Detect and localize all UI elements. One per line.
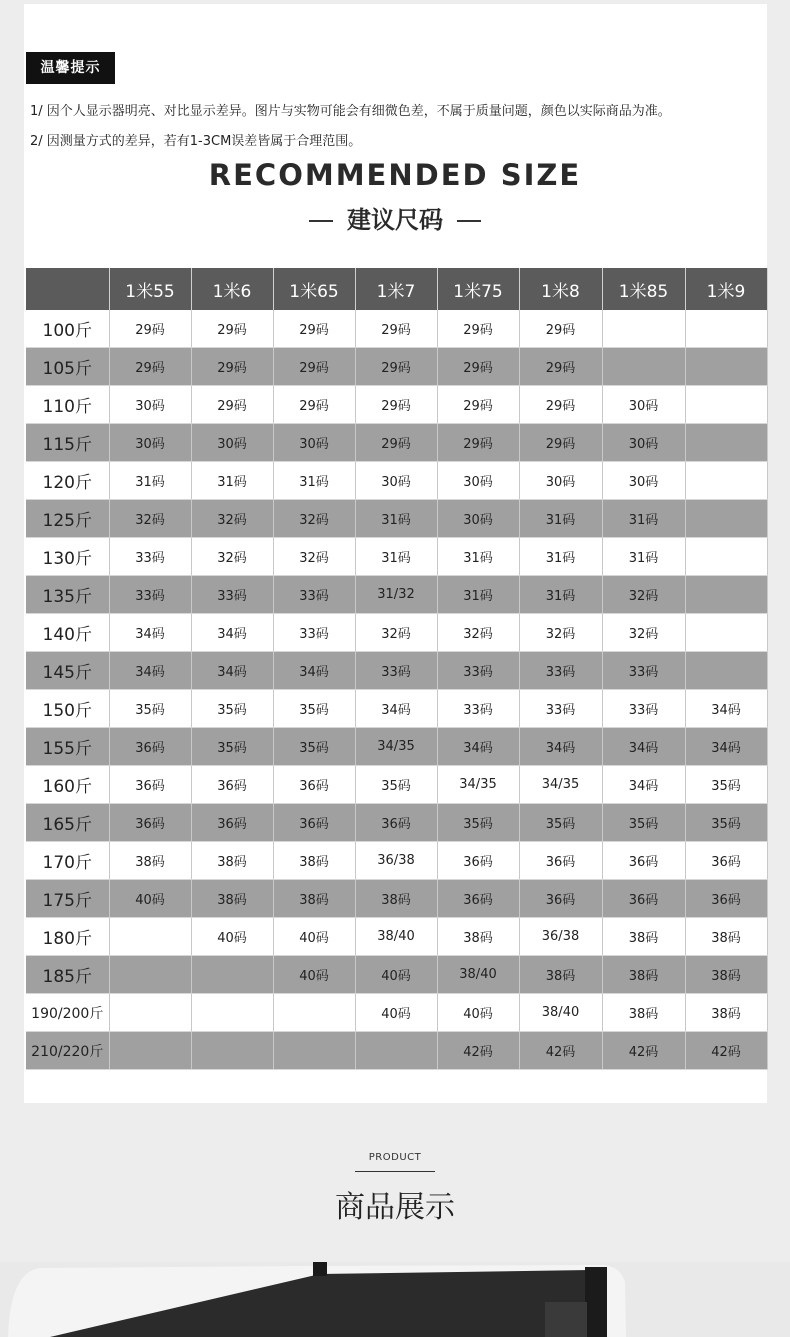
- size-cell: [109, 956, 191, 994]
- table-row: [26, 842, 767, 880]
- size-cell: 36码: [191, 804, 273, 842]
- size-cell: 30码: [273, 424, 355, 462]
- size-cell: 34码: [437, 728, 519, 766]
- table-row: [26, 804, 767, 842]
- subtitle-text: 建议尺码: [347, 206, 443, 234]
- recommended-size-subtitle: [0, 200, 790, 235]
- size-cell: 34码: [602, 766, 685, 804]
- size-cell: 30码: [437, 500, 519, 538]
- table-row: [26, 918, 767, 956]
- size-cell: 30码: [602, 462, 685, 500]
- row-weight-label: 110斤: [26, 386, 109, 424]
- size-cell: 35码: [602, 804, 685, 842]
- table-row: [26, 994, 767, 1032]
- size-cell: 34码: [109, 614, 191, 652]
- size-cell: [602, 348, 685, 386]
- size-cell: 31码: [519, 500, 602, 538]
- size-cell: 38码: [273, 842, 355, 880]
- size-cell: 29码: [437, 424, 519, 462]
- size-cell: 36码: [109, 766, 191, 804]
- size-cell: 35码: [519, 804, 602, 842]
- size-cell: 30码: [109, 424, 191, 462]
- size-cell: [685, 614, 767, 652]
- size-cell: 32码: [355, 614, 437, 652]
- size-cell: 36/38: [519, 918, 602, 956]
- size-cell: 33码: [273, 576, 355, 614]
- header-corner: [26, 268, 109, 310]
- size-cell: 38码: [602, 994, 685, 1032]
- size-cell: 29码: [355, 424, 437, 462]
- size-cell: 35码: [109, 690, 191, 728]
- table-row: [26, 386, 767, 424]
- size-cell: 40码: [109, 880, 191, 918]
- size-cell: 30码: [109, 386, 191, 424]
- size-cell: [602, 310, 685, 348]
- size-cell: 36码: [191, 766, 273, 804]
- size-cell: 30码: [602, 386, 685, 424]
- size-cell: 42码: [519, 1032, 602, 1070]
- size-cell: 31码: [519, 538, 602, 576]
- size-cell: 33码: [109, 576, 191, 614]
- size-cell: 33码: [519, 690, 602, 728]
- size-cell: 34/35: [437, 766, 519, 804]
- recommended-size-title: RECOMMENDED SIZE: [208, 158, 582, 192]
- table-header-row: [26, 268, 767, 310]
- size-cell: 29码: [109, 348, 191, 386]
- size-cell: [685, 500, 767, 538]
- row-weight-label: 160斤: [26, 766, 109, 804]
- size-cell: 33码: [109, 538, 191, 576]
- row-weight-label: 190/200斤: [26, 994, 109, 1032]
- size-cell: 33码: [519, 652, 602, 690]
- size-cell: 32码: [273, 538, 355, 576]
- row-weight-label: 105斤: [26, 348, 109, 386]
- size-cell: 33码: [437, 690, 519, 728]
- size-cell: 31码: [602, 538, 685, 576]
- size-cell: [685, 386, 767, 424]
- row-weight-label: 185斤: [26, 956, 109, 994]
- size-table: [26, 268, 768, 1070]
- size-cell: 31码: [273, 462, 355, 500]
- size-cell: [685, 576, 767, 614]
- size-cell: 29码: [273, 386, 355, 424]
- size-cell: 36码: [602, 842, 685, 880]
- size-cell: [273, 1032, 355, 1070]
- size-cell: 42码: [602, 1032, 685, 1070]
- size-cell: 31码: [602, 500, 685, 538]
- table-row: [26, 462, 767, 500]
- size-cell: 35码: [191, 690, 273, 728]
- note-display-difference: 1/ 因个人显示器明亮、对比显示差异。图片与实物可能会有细微色差，不属于质量问题，颜色以实际商品为准。: [30, 104, 671, 119]
- size-cell: 29码: [437, 386, 519, 424]
- size-cell: [355, 1032, 437, 1070]
- row-weight-label: 120斤: [26, 462, 109, 500]
- row-weight-label: 130斤: [26, 538, 109, 576]
- size-cell: 36码: [519, 880, 602, 918]
- size-cell: 29码: [191, 348, 273, 386]
- row-weight-label: 145斤: [26, 652, 109, 690]
- size-cell: 38码: [437, 918, 519, 956]
- row-weight-label: 150斤: [26, 690, 109, 728]
- size-cell: 34码: [602, 728, 685, 766]
- table-row: [26, 880, 767, 918]
- row-weight-label: 100斤: [26, 310, 109, 348]
- size-cell: 34码: [273, 652, 355, 690]
- product-eyebrow: PRODUCT: [368, 1152, 422, 1163]
- size-cell: 38/40: [519, 994, 602, 1032]
- size-cell: 33码: [602, 652, 685, 690]
- table-row: [26, 500, 767, 538]
- left-dash: [309, 220, 333, 222]
- size-cell: 36码: [109, 728, 191, 766]
- size-cell: 29码: [273, 310, 355, 348]
- size-cell: 36码: [355, 804, 437, 842]
- table-row: [26, 538, 767, 576]
- size-cell: 31码: [437, 576, 519, 614]
- size-cell: 36码: [602, 880, 685, 918]
- row-weight-label: 125斤: [26, 500, 109, 538]
- right-dash: [457, 220, 481, 222]
- size-cell: [685, 538, 767, 576]
- size-cell: 38码: [191, 842, 273, 880]
- table-row: [26, 652, 767, 690]
- size-cell: [685, 462, 767, 500]
- size-cell: 34码: [191, 614, 273, 652]
- size-cell: 36码: [519, 842, 602, 880]
- size-cell: 42码: [685, 1032, 767, 1070]
- size-cell: 34码: [519, 728, 602, 766]
- table-row: [26, 690, 767, 728]
- size-cell: 29码: [191, 386, 273, 424]
- size-cell: 35码: [685, 766, 767, 804]
- product-title: 商品展示: [335, 1190, 455, 1225]
- size-cell: 31码: [437, 538, 519, 576]
- size-cell: 40码: [191, 918, 273, 956]
- header-height-6: 1米8: [519, 268, 602, 310]
- size-cell: 30码: [437, 462, 519, 500]
- header-height-8: 1米9: [685, 268, 767, 310]
- size-cell: [685, 310, 767, 348]
- size-cell: 38码: [685, 956, 767, 994]
- size-cell: 31码: [519, 576, 602, 614]
- size-cell: [685, 652, 767, 690]
- row-weight-label: 175斤: [26, 880, 109, 918]
- table-row: [26, 310, 767, 348]
- size-cell: 29码: [519, 348, 602, 386]
- table-row: [26, 766, 767, 804]
- size-cell: 32码: [602, 614, 685, 652]
- size-cell: 32码: [602, 576, 685, 614]
- size-cell: [191, 956, 273, 994]
- size-cell: 34码: [109, 652, 191, 690]
- size-cell: 40码: [355, 994, 437, 1032]
- size-cell: 35码: [273, 728, 355, 766]
- size-cell: 36码: [273, 804, 355, 842]
- size-cell: 38/40: [355, 918, 437, 956]
- size-cell: [109, 994, 191, 1032]
- size-cell: 36码: [437, 842, 519, 880]
- size-cell: 38码: [602, 956, 685, 994]
- header-height-1: 1米55: [109, 268, 191, 310]
- table-row: [26, 424, 767, 462]
- size-cell: 38码: [273, 880, 355, 918]
- size-cell: 34码: [191, 652, 273, 690]
- size-cell: 30码: [355, 462, 437, 500]
- note-measurement-error: 2/ 因测量方式的差异，若有1-3CM误差皆属于合理范围。: [30, 134, 362, 149]
- size-cell: 35码: [685, 804, 767, 842]
- size-cell: 34/35: [355, 728, 437, 766]
- size-cell: [191, 994, 273, 1032]
- size-cell: 29码: [519, 310, 602, 348]
- size-cell: [685, 348, 767, 386]
- size-cell: 38码: [355, 880, 437, 918]
- row-weight-label: 140斤: [26, 614, 109, 652]
- size-cell: 29码: [273, 348, 355, 386]
- size-cell: 40码: [355, 956, 437, 994]
- row-weight-label: 210/220斤: [26, 1032, 109, 1070]
- product-divider: [355, 1171, 435, 1172]
- row-weight-label: 170斤: [26, 842, 109, 880]
- size-cell: [273, 994, 355, 1032]
- table-row: [26, 1032, 767, 1070]
- size-cell: 33码: [602, 690, 685, 728]
- size-cell: 38/40: [437, 956, 519, 994]
- row-weight-label: 135斤: [26, 576, 109, 614]
- size-cell: 33码: [273, 614, 355, 652]
- size-cell: 36码: [109, 804, 191, 842]
- size-cell: 42码: [437, 1032, 519, 1070]
- size-cell: 32码: [191, 500, 273, 538]
- size-cell: 30码: [191, 424, 273, 462]
- table-row: [26, 348, 767, 386]
- size-cell: 34码: [685, 690, 767, 728]
- row-weight-label: 155斤: [26, 728, 109, 766]
- size-cell: 29码: [355, 310, 437, 348]
- size-cell: 30码: [602, 424, 685, 462]
- size-cell: 33码: [437, 652, 519, 690]
- size-cell: 36码: [685, 842, 767, 880]
- size-cell: 40码: [273, 918, 355, 956]
- size-cell: 29码: [437, 310, 519, 348]
- size-cell: 34/35: [519, 766, 602, 804]
- size-cell: 35码: [437, 804, 519, 842]
- size-cell: 38码: [685, 994, 767, 1032]
- size-cell: [109, 1032, 191, 1070]
- size-cell: [685, 424, 767, 462]
- size-cell: [109, 918, 191, 956]
- table-row: [26, 956, 767, 994]
- size-cell: 31码: [355, 538, 437, 576]
- table-row: [26, 576, 767, 614]
- size-cell: 33码: [191, 576, 273, 614]
- header-height-5: 1米75: [437, 268, 519, 310]
- header-height-3: 1米65: [273, 268, 355, 310]
- size-cell: 31码: [355, 500, 437, 538]
- size-cell: 29码: [437, 348, 519, 386]
- table-row: [26, 728, 767, 766]
- size-cell: 40码: [437, 994, 519, 1032]
- size-cell: 40码: [273, 956, 355, 994]
- table-row: [26, 614, 767, 652]
- size-cell: 34码: [685, 728, 767, 766]
- size-cell: 30码: [519, 462, 602, 500]
- size-cell: 32码: [273, 500, 355, 538]
- size-cell: 38码: [109, 842, 191, 880]
- size-cell: 29码: [355, 348, 437, 386]
- size-cell: 32码: [437, 614, 519, 652]
- product-photo: [0, 1262, 790, 1337]
- size-cell: 36码: [273, 766, 355, 804]
- header-height-7: 1米85: [602, 268, 685, 310]
- size-cell: 31/32: [355, 576, 437, 614]
- size-cell: 35码: [191, 728, 273, 766]
- size-cell: 31码: [109, 462, 191, 500]
- row-weight-label: 165斤: [26, 804, 109, 842]
- row-weight-label: 115斤: [26, 424, 109, 462]
- size-cell: 29码: [355, 386, 437, 424]
- size-cell: 35码: [355, 766, 437, 804]
- size-cell: 38码: [519, 956, 602, 994]
- size-cell: 38码: [602, 918, 685, 956]
- size-cell: 33码: [355, 652, 437, 690]
- size-cell: 35码: [273, 690, 355, 728]
- size-cell: 36/38: [355, 842, 437, 880]
- size-cell: 29码: [519, 424, 602, 462]
- size-cell: [191, 1032, 273, 1070]
- size-cell: 29码: [519, 386, 602, 424]
- header-height-4: 1米7: [355, 268, 437, 310]
- header-height-2: 1米6: [191, 268, 273, 310]
- size-cell: 38码: [191, 880, 273, 918]
- size-cell: 38码: [685, 918, 767, 956]
- size-cell: 34码: [355, 690, 437, 728]
- size-cell: 29码: [109, 310, 191, 348]
- size-cell: 36码: [685, 880, 767, 918]
- row-weight-label: 180斤: [26, 918, 109, 956]
- product-photo-graphic: [0, 1262, 790, 1337]
- size-cell: 31码: [191, 462, 273, 500]
- size-cell: 32码: [109, 500, 191, 538]
- tip-badge: 温馨提示: [26, 52, 115, 84]
- size-cell: 32码: [191, 538, 273, 576]
- size-cell: 29码: [191, 310, 273, 348]
- size-cell: 32码: [519, 614, 602, 652]
- size-cell: 36码: [437, 880, 519, 918]
